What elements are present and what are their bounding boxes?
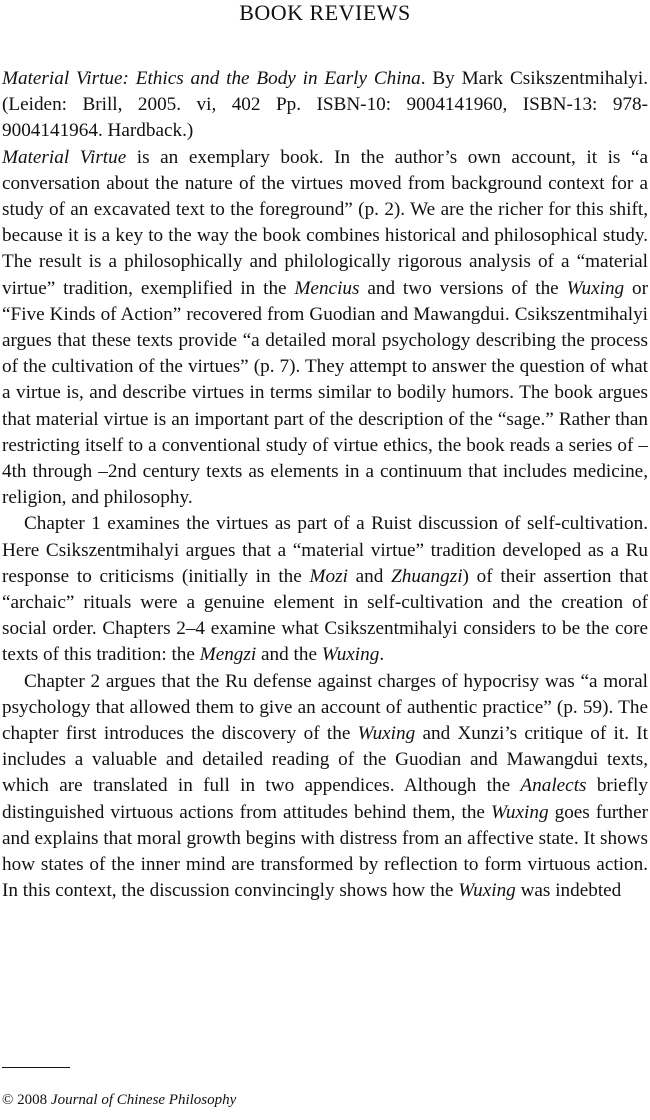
copyright-footer	[2, 1090, 236, 1110]
review-body	[2, 66, 648, 905]
copyright-text: © 2008	[2, 1092, 51, 1108]
p2-italic-zhuangzi: Zhuangzi	[391, 565, 463, 587]
running-header: BOOK REVIEWS	[239, 0, 411, 25]
p1-italic-mencius: Mencius	[294, 277, 360, 299]
paragraph-1	[2, 145, 648, 512]
p1-text-a: is an exemplary book. In the author’s own account, it is “a conversation about the nature of the virtues moved from background context for a study of an excavated text to the foreground” (p. 2). We are the richer for this shift, because it is a key to the way the book combines historical and philosophical study. The result is a philosophically and philologically rigorous analysis of a “material virtue” tradition, exemplified in the	[2, 146, 648, 299]
p1-text-c: or “Five Kinds of Action” recovered from Guodian and Mawangdui. Csikszentmihalyi argues that these texts provide “a detailed moral psychology describing the process of the cultivation of the virtues” (p. 7). They attempt to answer the question of what a virtue is, and describe virtues in terms similar to bodily humors. The book argues that material virtue is an important part of the description of the “sage.” Rather than restricting itself to a conventional study of virtue ethics, the book reads a series of –4th through –2nd century texts as elements in a continuum that includes medicine, religion, and philosophy.	[2, 277, 648, 509]
p2-italic-mozi: Mozi	[309, 565, 348, 587]
p1-italic-wuxing: Wuxing	[566, 277, 625, 299]
p2-text-c: ) of their assertion that “archaic” rituals were a genuine element in self-cultivation and the creation of social order. Chapters 2–4 examine what Csikszentmihalyi considers to be the core texts of this tradition: the	[2, 565, 648, 666]
p3-text-b: and Xunzi’s critique of it. It includes a valuable and detailed reading of the Guodian and Mawangdui texts, which are translated in full in two appendices. Although the	[2, 723, 648, 797]
p3-italic-analects: Analects	[520, 775, 587, 797]
p3-text-d: goes further and explains that moral growth begins with distress from an affective state. It shows how states of the inner mind are transformed by reflection to form virtuous action. In this context, the discussion convincingly shows how the	[2, 801, 649, 902]
p2-text-d: and the	[256, 644, 322, 666]
p2-text-a: Chapter 1 examines the virtues as part of a Ruist discussion of self-cultivation. Here Csikszentmihalyi argues that a “material virtue” tradition developed as a Ru response to criticisms (initially in the	[2, 513, 648, 587]
book-citation	[2, 66, 648, 145]
p3-italic-wuxing-2: Wuxing	[491, 801, 549, 823]
p3-italic-wuxing-3: Wuxing	[458, 880, 516, 902]
paragraph-3	[2, 669, 648, 905]
p2-italic-mengzi: Mengzi	[199, 644, 257, 666]
journal-name: Journal of Chinese Philosophy	[50, 1092, 237, 1108]
citation-details: . By Mark Csikszentmihalyi. (Leiden: Brill, 2005. vi, 402 Pp. ISBN-10: 9004141960, ISBN-13: 978-9004141964. Hardback.)	[2, 68, 649, 142]
p3-text-e: was indebted	[515, 880, 622, 902]
book-title: Material Virtue: Ethics and the Body in Early China	[2, 68, 421, 89]
p2-text-b: and	[347, 565, 392, 587]
footer-rule	[2, 1067, 70, 1068]
p1-italic-material-virtue: Material Virtue	[2, 146, 127, 168]
p1-text-b: and two versions of the	[359, 277, 567, 299]
p2-italic-wuxing: Wuxing	[321, 644, 380, 666]
p3-text-c: briefly distinguished virtuous actions from attitudes behind them, the	[2, 775, 648, 823]
p3-text-a: Chapter 2 argues that the Ru defense against charges of hypocrisy was “a moral psychology that allowed them to give an account of authentic practice” (p. 59). The chapter first introduces the discovery of the	[2, 670, 648, 745]
p3-italic-wuxing-1: Wuxing	[357, 723, 416, 745]
p2-text-e: .	[379, 644, 385, 666]
paragraph-2	[2, 511, 648, 668]
